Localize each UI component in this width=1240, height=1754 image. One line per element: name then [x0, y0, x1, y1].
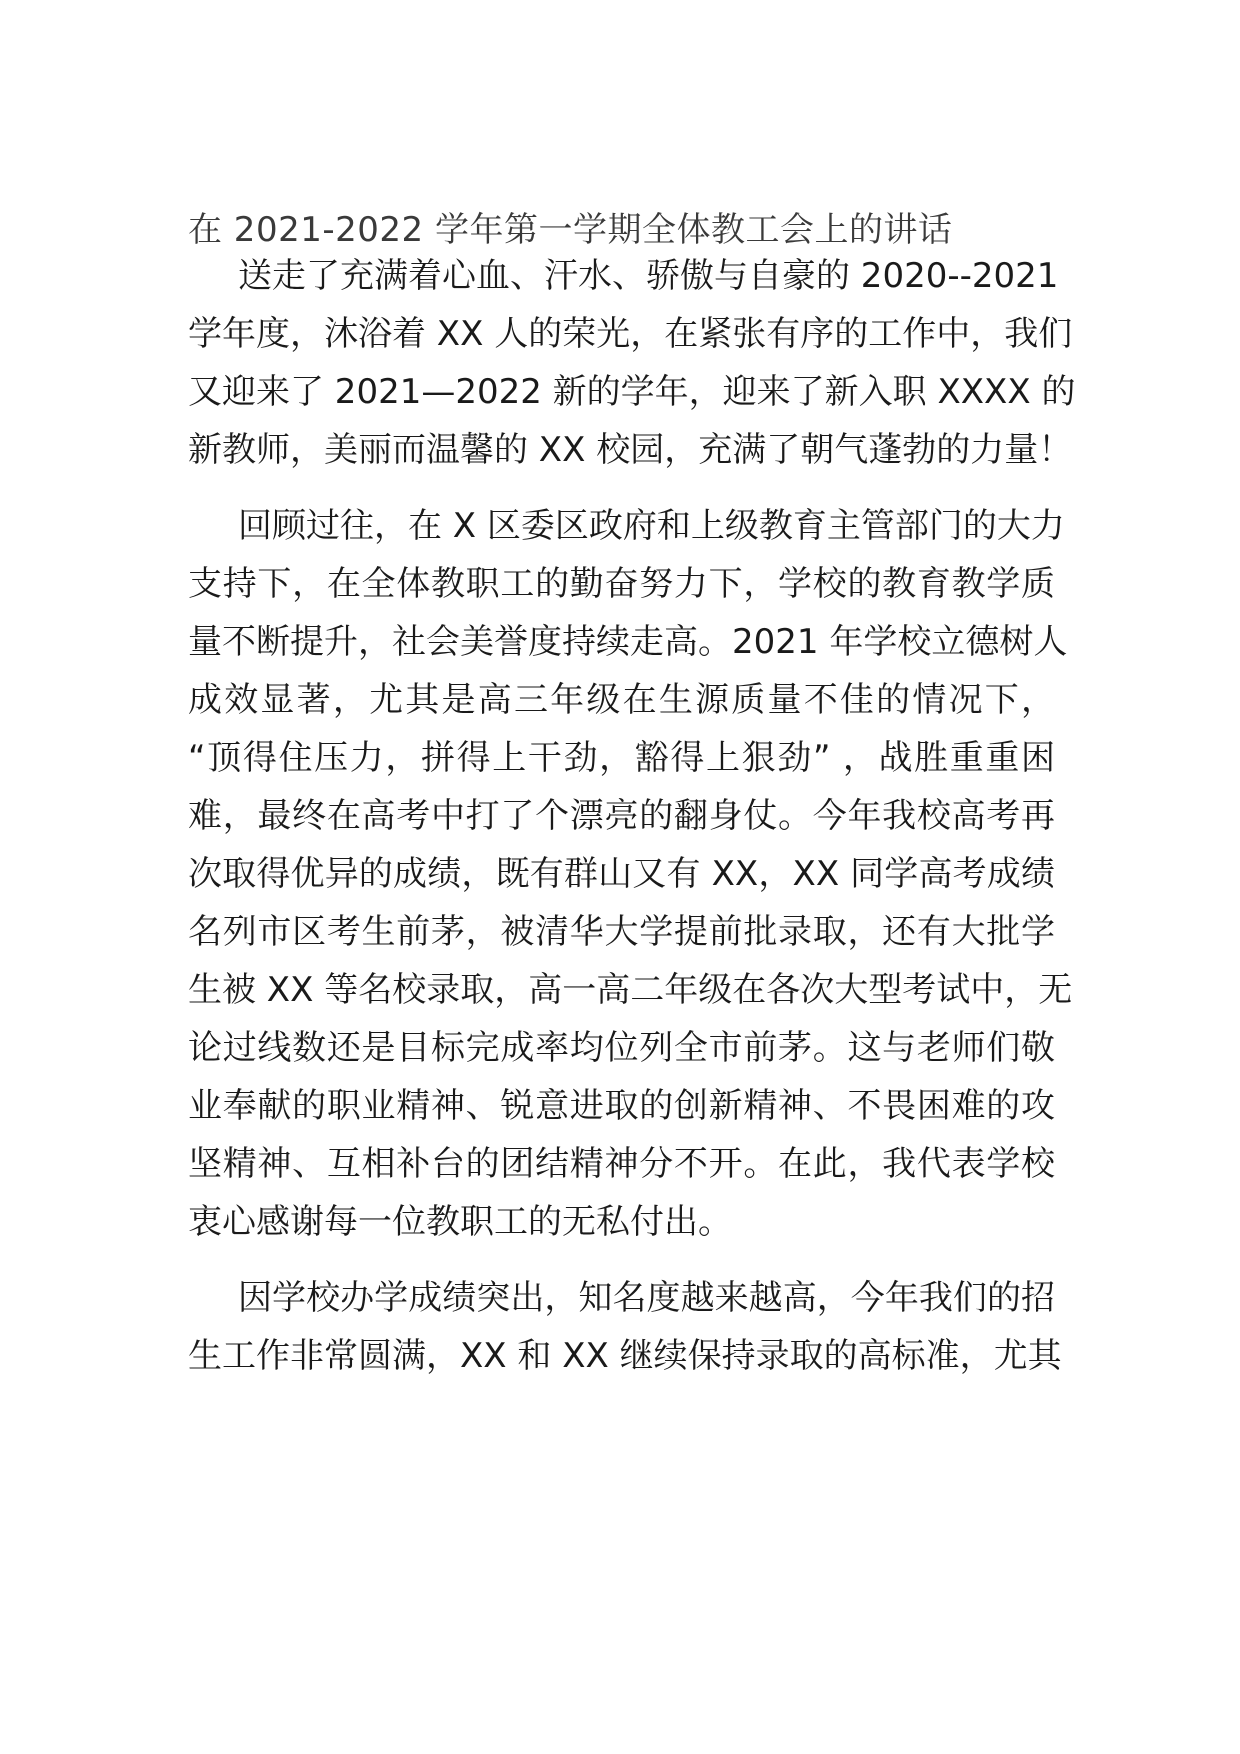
paragraph-3-line-1: 因学校办学成绩突出，知名度越来越高，今年我们的招 — [238, 1278, 1055, 1318]
paragraph-1-line-4: 新教师，美丽而温馨的 XX 校园，充满了朝气蓬勃的力量！ — [188, 430, 1073, 470]
paragraph-2-line-2: 支持下，在全体教职工的勤奋努力下，学校的教育教学质 — [188, 564, 1055, 604]
paragraph-2-line-9: 生被 XX 等名校录取，高一高二年级在各次大型考试中，无 — [188, 970, 1073, 1010]
paragraph-2-line-13: 衷心感谢每一位教职工的无私付出。 — [188, 1202, 732, 1242]
paragraph-2-line-8: 名列市区考生前茅，被清华大学提前批录取，还有大批学 — [188, 912, 1055, 952]
paragraph-1-line-3: 又迎来了 2021—2022 新的学年，迎来了新入职 XXXX 的 — [188, 372, 1076, 412]
paragraph-2-line-7: 次取得优异的成绩，既有群山又有 XX，XX 同学高考成绩 — [188, 854, 1055, 894]
paragraph-1-line-1: 送走了充满着心血、汗水、骄傲与自豪的 2020--2021 — [238, 256, 1059, 296]
paragraph-2-line-12: 坚精神、互相补台的团结精神分不开。在此，我代表学校 — [188, 1144, 1055, 1184]
paragraph-2-line-3: 量不断提升，社会美誉度持续走高。2021 年学校立德树人 — [188, 622, 1068, 662]
paragraph-2-line-4: 成效显著，尤其是高三年级在生源质量不佳的情况下， — [188, 680, 1055, 720]
paragraph-1-line-2: 学年度，沐浴着 XX 人的荣光，在紧张有序的工作中，我们 — [188, 314, 1073, 354]
document-title: 在 2021-2022 学年第一学期全体教工会上的讲话 — [188, 210, 953, 250]
paragraph-2-line-10: 论过线数还是目标完成率均位列全市前茅。这与老师们敬 — [188, 1028, 1055, 1068]
paragraph-2-line-6: 难，最终在高考中打了个漂亮的翻身仗。今年我校高考再 — [188, 796, 1055, 836]
paragraph-2-line-1: 回顾过往，在 X 区委区政府和上级教育主管部门的大力 — [238, 506, 1065, 546]
paragraph-2-line-5: “顶得住压力，拼得上干劲，豁得上狠劲” ，战胜重重困 — [188, 738, 1055, 778]
paragraph-3-line-2: 生工作非常圆满，XX 和 XX 继续保持录取的高标准，尤其 — [188, 1336, 1062, 1376]
paragraph-2-line-11: 业奉献的职业精神、锐意进取的创新精神、不畏困难的攻 — [188, 1086, 1055, 1126]
